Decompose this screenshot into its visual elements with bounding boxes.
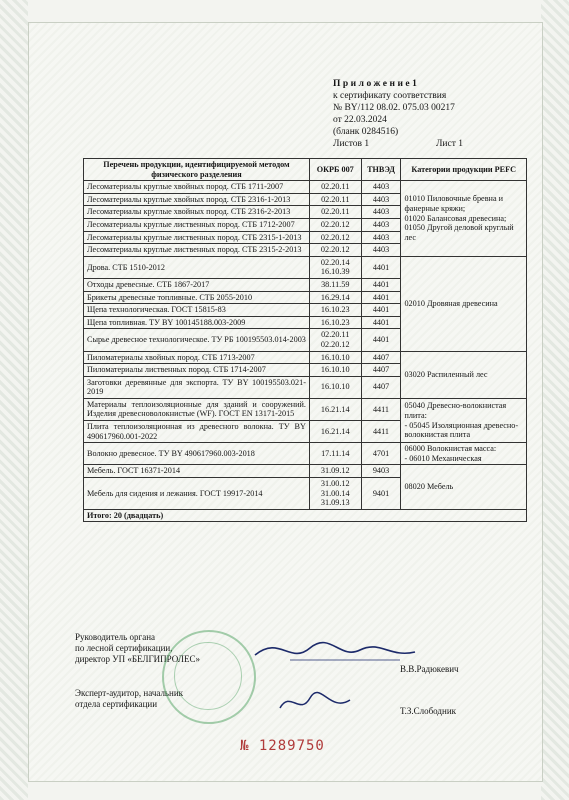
table-row xyxy=(84,181,527,194)
table-row xyxy=(84,398,527,420)
blank-serial-number: № 1289750 xyxy=(240,738,325,754)
col-header-product: Перечень продукции, идентифицируемой методом физического разделения xyxy=(84,159,310,181)
tnved-code-cell: 9401 xyxy=(361,478,401,510)
tnved-code-cell: 4403 xyxy=(361,218,401,231)
tnved-code-cell: 4403 xyxy=(361,244,401,257)
okrb-code-cell: 02.20.12 xyxy=(309,218,361,231)
pefc-category-cell: 01010 Пиловочные бревна и фанерные кряжи; 01020 Балансовая древесина; 01050 Другой деловой круглый лес xyxy=(401,181,527,257)
okrb-code-cell: 31.00.12 31.00.14 31.09.13 xyxy=(309,478,361,510)
appendix-header xyxy=(333,78,463,150)
tnved-code-cell: 4403 xyxy=(361,193,401,206)
tnved-code-cell: 4411 xyxy=(361,421,401,443)
okrb-code-cell: 02.20.11 xyxy=(309,206,361,219)
expert-name: Т.З.Слободник xyxy=(400,706,457,716)
tnved-code-cell: 4403 xyxy=(361,206,401,219)
tnved-code-cell: 4401 xyxy=(361,291,401,304)
okrb-code-cell: 16.29.14 xyxy=(309,291,361,304)
okrb-code-cell: 02.20.11 02.20.12 xyxy=(309,329,361,351)
product-name-cell: Мебель. ГОСТ 16371-2014 xyxy=(84,465,310,478)
okrb-code-cell: 16.21.14 xyxy=(309,421,361,443)
tnved-code-cell: 4401 xyxy=(361,329,401,351)
product-name-cell: Материалы теплоизоляционные для зданий и сооружений. Изделия древесноволокнистые (WF). ГОСТ EN 13171-2015 xyxy=(84,398,310,420)
table-row xyxy=(84,351,527,364)
pefc-category-cell: 05040 Древесно-волокнистая плита: - 05045 Изоляционная древесно-волокнистая плита xyxy=(401,398,527,442)
tnved-code-cell: 4403 xyxy=(361,181,401,194)
pefc-category-cell: 03020 Распиленный лес xyxy=(401,351,527,398)
pefc-category-cell: 06000 Волокнистая масса: - 06010 Механическая xyxy=(401,443,527,465)
head-signature-icon xyxy=(250,630,420,670)
product-table-body xyxy=(84,181,527,522)
head-title-line1: Руководитель органа xyxy=(75,632,156,642)
pefc-category-cell: 02010 Дровяная древесина xyxy=(401,256,527,351)
table-row xyxy=(84,465,527,478)
head-name: В.В.Радюкевич xyxy=(400,664,459,674)
product-name-cell: Лесоматериалы круглые лиственных пород. СТБ 1712-2007 xyxy=(84,218,310,231)
product-name-cell: Лесоматериалы круглые хвойных пород. СТБ 2316-1-2013 xyxy=(84,193,310,206)
product-name-cell: Брикеты древесные топливные. СТБ 2055-2010 xyxy=(84,291,310,304)
cert-ref-blank: (бланк 0284516) xyxy=(333,127,399,137)
pefc-category-cell: 08020 Мебель xyxy=(401,465,527,509)
right-border-ornament xyxy=(541,0,569,800)
col-header-okrb: ОКРБ 007 xyxy=(309,159,361,181)
okrb-code-cell: 16.21.14 xyxy=(309,398,361,420)
cert-ref-line1: к сертификату соответствия xyxy=(333,91,447,101)
expert-title-line1: Эксперт-аудитор, начальник xyxy=(75,688,184,698)
product-name-cell: Лесоматериалы круглые лиственных пород. СТБ 2315-1-2013 xyxy=(84,231,310,244)
product-name-cell: Сырье древесное технологическое. ТУ РБ 100195503.014-2003 xyxy=(84,329,310,351)
cert-ref-date: от 22.03.2024 xyxy=(333,115,387,125)
tnved-code-cell: 4407 xyxy=(361,364,401,377)
sheets-count: Листов 1 xyxy=(333,139,370,149)
okrb-code-cell: 02.20.12 xyxy=(309,231,361,244)
okrb-code-cell: 38.11.59 xyxy=(309,278,361,291)
product-name-cell: Лесоматериалы круглые хвойных пород. СТБ 1711-2007 xyxy=(84,181,310,194)
table-row xyxy=(84,256,527,278)
okrb-code-cell: 16.10.10 xyxy=(309,376,361,398)
table-row xyxy=(84,443,527,465)
organization-stamp xyxy=(162,630,256,724)
okrb-code-cell: 02.20.11 xyxy=(309,181,361,194)
product-name-cell: Лесоматериалы круглые хвойных пород. СТБ 2316-2-2013 xyxy=(84,206,310,219)
okrb-code-cell: 16.10.23 xyxy=(309,316,361,329)
head-title-line2: по лесной сертификации, xyxy=(75,643,173,653)
product-name-cell: Щепа технологическая. ГОСТ 15815-83 xyxy=(84,304,310,317)
total-row xyxy=(84,509,527,522)
okrb-code-cell: 16.10.10 xyxy=(309,364,361,377)
tnved-code-cell: 4401 xyxy=(361,316,401,329)
okrb-code-cell: 17.11.14 xyxy=(309,443,361,465)
okrb-code-cell: 16.10.23 xyxy=(309,304,361,317)
product-name-cell: Лесоматериалы круглые лиственных пород. СТБ 2315-2-2013 xyxy=(84,244,310,257)
cert-ref-number: № BY/112 08.02. 075.03 00217 xyxy=(333,103,455,113)
product-name-cell: Пиломатериалы лиственных пород. СТБ 1714-2007 xyxy=(84,364,310,377)
sheet-number: Лист 1 xyxy=(435,139,463,149)
product-name-cell: Волокно древесное. ТУ BY 490617960.003-2018 xyxy=(84,443,310,465)
okrb-code-cell: 02.20.11 xyxy=(309,193,361,206)
okrb-code-cell: 02.20.14 16.10.39 xyxy=(309,256,361,278)
product-name-cell: Отходы древесные. СТБ 1867-2017 xyxy=(84,278,310,291)
tnved-code-cell: 4701 xyxy=(361,443,401,465)
tnved-code-cell: 4407 xyxy=(361,376,401,398)
product-name-cell: Мебель для сидения и лежания. ГОСТ 19917-2014 xyxy=(84,478,310,510)
stamp-inner-ring xyxy=(174,642,242,710)
left-border-ornament xyxy=(0,0,28,800)
head-title-line3: директор УП «БЕЛГИПРОЛЕС» xyxy=(75,654,200,664)
col-header-tnved: ТНВЭД xyxy=(361,159,401,181)
tnved-code-cell: 4411 xyxy=(361,398,401,420)
tnved-code-cell: 9403 xyxy=(361,465,401,478)
okrb-code-cell: 31.09.12 xyxy=(309,465,361,478)
product-name-cell: Щепа топливная. ТУ BY 100145188.003-2009 xyxy=(84,316,310,329)
appendix-title: Приложение1 xyxy=(333,79,420,89)
tnved-code-cell: 4403 xyxy=(361,231,401,244)
expert-signature-icon xyxy=(275,688,355,718)
tnved-code-cell: 4401 xyxy=(361,304,401,317)
expert-title-line2: отдела сертификации xyxy=(75,699,158,709)
tnved-code-cell: 4401 xyxy=(361,256,401,278)
product-name-cell: Плита теплоизоляционная из древесного волокна. ТУ BY 490617960.001-2022 xyxy=(84,421,310,443)
col-header-category: Категории продукции PEFC xyxy=(401,159,527,181)
total-cell: Итого: 20 (двадцать) xyxy=(84,509,527,522)
product-table xyxy=(83,158,527,522)
product-name-cell: Заготовки деревянные для экспорта. ТУ BY 100195503.021-2019 xyxy=(84,376,310,398)
product-name-cell: Пиломатериалы хвойных пород. СТБ 1713-2007 xyxy=(84,351,310,364)
tnved-code-cell: 4407 xyxy=(361,351,401,364)
okrb-code-cell: 16.10.10 xyxy=(309,351,361,364)
okrb-code-cell: 02.20.12 xyxy=(309,244,361,257)
product-name-cell: Дрова. СТБ 1510-2012 xyxy=(84,256,310,278)
tnved-code-cell: 4401 xyxy=(361,278,401,291)
